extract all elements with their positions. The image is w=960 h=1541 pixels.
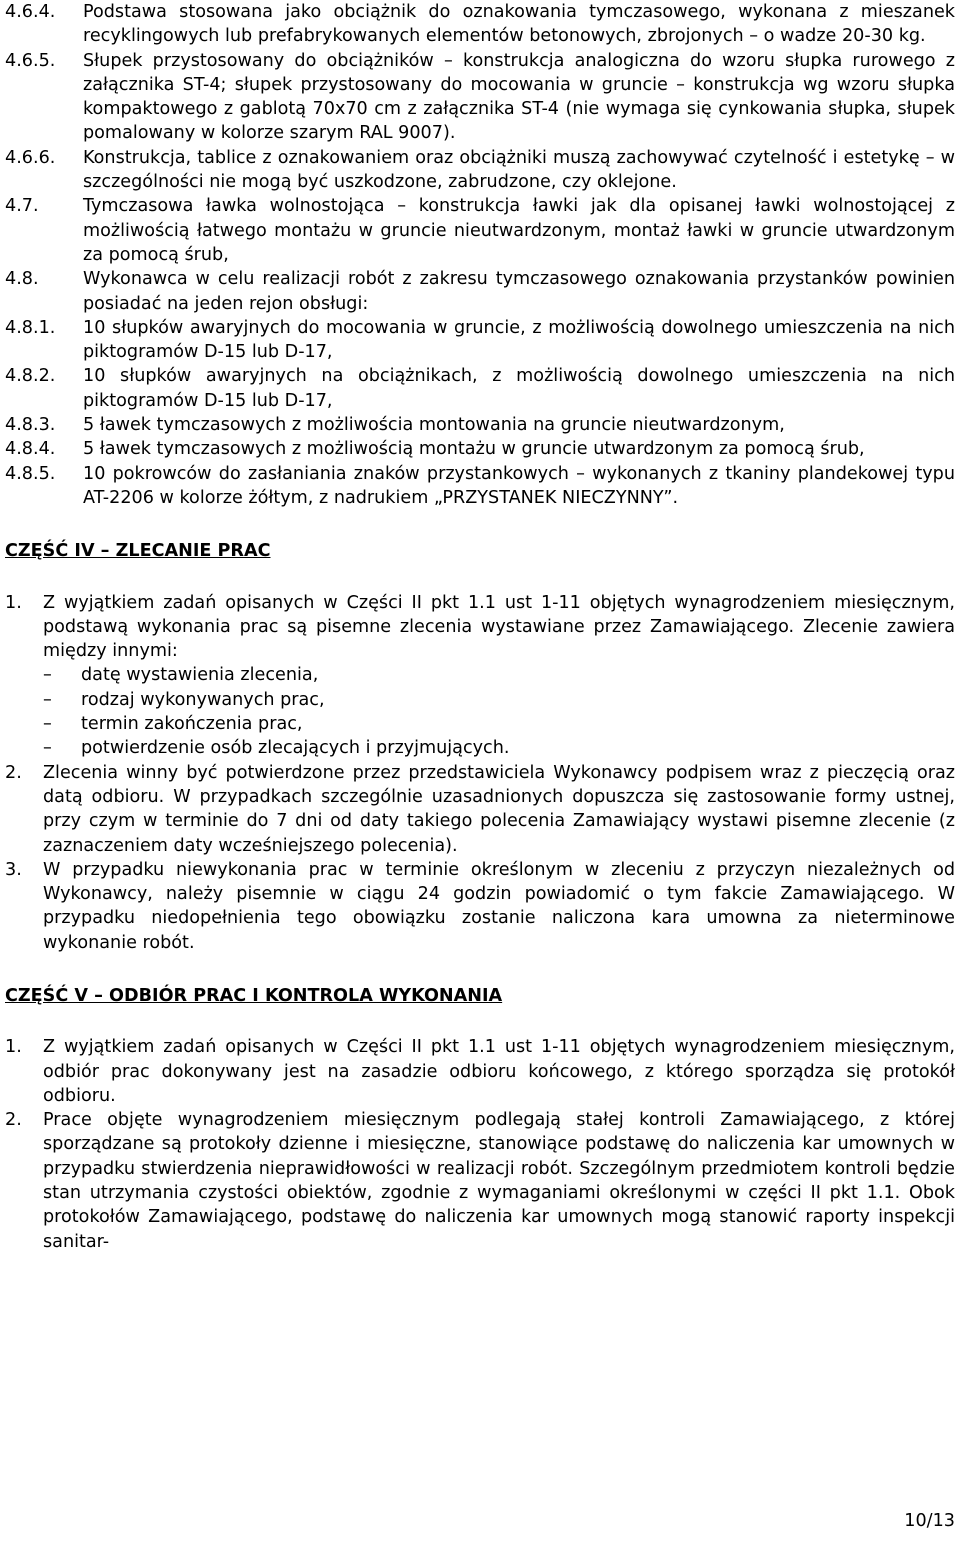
item-text: Słupek przystosowany do obciążników – konstrukcja analogiczna do wzoru słupka rurowego z załącznika ST-4; słupek przystosowany do mocowania w gruncie – konstrukcja wg wzoru słupka kompaktowego z gablotą 70x70 cm z załącznika ST-4 (nie wymaga się cynkowania słupka, słupek pomalowany w kolorze szarym RAL 9007). xyxy=(83,50,955,144)
item-text: Konstrukcja, tablice z oznakowaniem oraz obciążniki muszą zachowywać czytelność i estetykę – w szczególności nie mogą być uszkodzone, zabrudzone, czy oklejone. xyxy=(83,147,955,193)
dash-item-text: termin zakończenia prac, xyxy=(81,714,303,735)
list-item xyxy=(5,316,955,365)
item-number: 4.6.4. xyxy=(5,2,56,22)
item-number: 2. xyxy=(5,762,22,783)
item-number: 1. xyxy=(5,592,22,613)
item-number: 4.7. xyxy=(5,196,39,217)
dash-list-item xyxy=(43,688,955,712)
item-number: 2. xyxy=(5,1110,22,1131)
item-number: 4.8.4. xyxy=(5,439,56,460)
item-text: W przypadku niewykonania prac w terminie określonym w zleceniu z przyczyn niezależnych od Wykonawcy, należy pisemnie w ciągu 24 godzin powiadomić o tym fakcie Zamawiającego. W przypadku niedopełnienia tego obowiązku zostanie naliczona kara umowna za nieterminowe wykonanie robót. xyxy=(43,859,955,953)
list-item xyxy=(5,1108,955,1254)
section-heading-5: CZĘŚĆ V – ODBIÓR PRAC I KONTROLA WYKONANIA xyxy=(5,985,503,1006)
dash-list-item xyxy=(43,663,955,687)
list-item xyxy=(5,49,955,146)
list-item xyxy=(5,1035,955,1108)
dash-item-text: datę wystawienia zlecenia, xyxy=(81,665,319,686)
list-item xyxy=(5,437,955,461)
item-number: 4.8.1. xyxy=(5,317,56,338)
list-item xyxy=(5,194,955,267)
dash-marker: – xyxy=(43,689,52,710)
dash-list-item xyxy=(43,736,955,760)
item-number: 4.8.3. xyxy=(5,415,56,436)
dash-item-text: potwierdzenie osób zlecających i przyjmujących. xyxy=(81,738,510,759)
item-text xyxy=(43,591,955,761)
list-item xyxy=(5,858,955,955)
list-item xyxy=(5,146,955,195)
list-item xyxy=(5,413,955,437)
list-item xyxy=(5,267,955,316)
item-number: 4.6.5. xyxy=(5,50,56,71)
list-item xyxy=(5,462,955,511)
item-text: Z wyjątkiem zadań opisanych w Części II pkt 1.1 ust 1-11 objętych wynagrodzeniem miesięcznym, odbiór prac dokonywany jest na zasadzie odbioru końcowego, z którego sporządza się protokół odbioru. xyxy=(43,1037,955,1106)
section-4-list xyxy=(5,591,955,955)
dash-list-item xyxy=(43,712,955,736)
dash-marker: – xyxy=(43,738,52,759)
item-number: 4.8.2. xyxy=(5,366,56,387)
list-item xyxy=(5,591,955,761)
item-text: Wykonawca w celu realizacji robót z zakresu tymczasowego oznakowania przystanków powinien posiadać na jeden rejon obsługi: xyxy=(83,269,955,314)
item-number: 3. xyxy=(5,859,22,880)
list-item xyxy=(5,0,955,49)
item-text: Zlecenia winny być potwierdzone przez przedstawiciela Wykonawcy podpisem wraz z pieczęcią oraz datą odbioru. W przypadkach szczególnie uzasadnionych dopuszcza się zastosowanie formy ustnej, przy czym w terminie do 7 dni od daty takiego polecenia Zamawiający wystawi pisemne zlecenie (z zaznaczeniem daty wcześniejszego polecenia). xyxy=(43,762,955,856)
dash-marker: – xyxy=(43,714,52,735)
item-text: 5 ławek tymczasowych z możliwościa montowania na gruncie nieutwardzonym, xyxy=(83,415,785,436)
item-text: Tymczasowa ławka wolnostojąca – konstrukcja ławki jak dla opisanej ławki wolnostojącej z możliwością łatwego montażu w gruncie nieutwardzonym, montaż ławki w gruncie utwardzonym za pomocą śrub, xyxy=(83,196,955,265)
item-text: 10 słupków awaryjnych na obciążnikach, z możliwością dowolnego umieszczenia na nich piktogramów D-15 lub D-17, xyxy=(83,366,955,411)
item-number: 4.6.6. xyxy=(5,147,56,168)
requirements-list xyxy=(5,0,955,510)
page-number: 10/13 xyxy=(904,1511,955,1531)
section-5-list xyxy=(5,1035,955,1254)
section-heading-4: CZĘŚĆ IV – ZLECANIE PRAC xyxy=(5,541,271,562)
dash-marker: – xyxy=(43,665,52,686)
list-item xyxy=(5,761,955,858)
item-text: 10 pokrowców do zasłaniania znaków przystankowych – wykonanych z tkaniny plandekowej typu AT-2206 w kolorze żółtym, z nadrukiem „PRZYSTANEK NIECZYNNY”. xyxy=(83,463,955,508)
item-text: 10 słupków awaryjnych do mocowania w gruncie, z możliwością dowolnego umieszczenia na nich piktogramów D-15 lub D-17, xyxy=(83,317,955,363)
item-number: 4.8.5. xyxy=(5,463,56,484)
item-text: Prace objęte wynagrodzeniem miesięcznym podlegają stałej kontroli Zamawiającego, z której sporządzane są protokoły dzienne i miesięczne, stanowiące podstawę do naliczenia kar umownych w przypadku stwierdzenia nieprawidłowości w realizacji robót. Szczególnym przedmiotem kontroli będzie stan utrzymania czystości obiektów, zgodnie z wymaganiami określonymi w części II pkt 1.1. Obok protokołów Zamawiającego, podstawę do naliczenia kar umownych mogą stanowić raporty inspekcji sanitar- xyxy=(43,1110,955,1252)
item-paragraph: Z wyjątkiem zadań opisanych w Części II pkt 1.1 ust 1-11 objętych wynagrodzeniem miesięcznym, podstawą wykonania prac są pisemne zlecenia wystawiane przez Zamawiającego. Zlecenie zawiera między innymi: xyxy=(43,592,955,662)
item-text: 5 ławek tymczasowych z możliwością montażu w gruncie utwardzonym za pomocą śrub, xyxy=(83,439,865,460)
item-text: Podstawa stosowana jako obciążnik do oznakowania tymczasowego, wykonana z mieszanek recyklingowych lub prefabrykowanych elementów betonowych, zbrojonych – o wadze 20-30 kg. xyxy=(83,2,955,47)
item-number: 4.8. xyxy=(5,269,39,290)
dash-item-text: rodzaj wykonywanych prac, xyxy=(81,689,325,710)
document-page xyxy=(5,0,955,1254)
item-number: 1. xyxy=(5,1037,22,1058)
list-item xyxy=(5,364,955,413)
dash-list xyxy=(43,663,955,760)
